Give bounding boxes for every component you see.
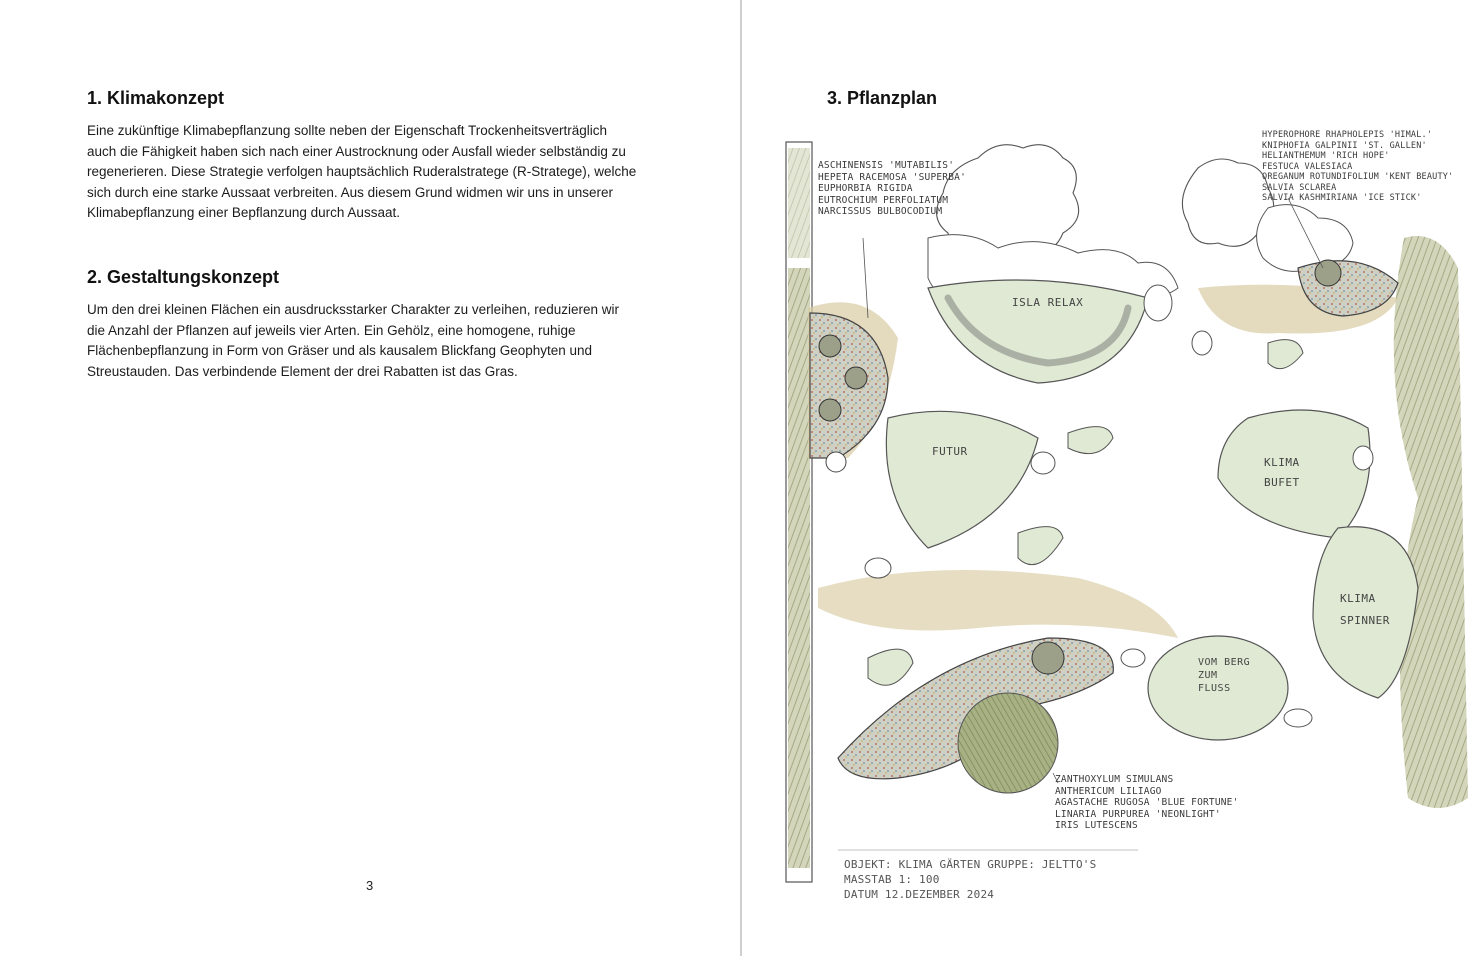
plant-list-top-left [818,160,966,218]
stepping-lawn [1068,427,1113,454]
bed-label-futur: FUTUR [932,445,968,458]
plant-name: EUPHORBIA RIGIDA [818,183,913,194]
plant-name: FESTUCA VALESIACA [1262,161,1353,172]
text-line: auch die Fähigkeit haben sich nach einer Austrocknung oder Ausfall wieder selbständig zu [87,143,626,159]
title-block-line: DATUM 12.DEZEMBER 2024 [844,888,995,901]
page-number: 3 [366,878,374,893]
klimakonzept-text [87,121,653,224]
section-title-pflanzplan: 3. Pflanzplan [827,88,938,108]
shrub-symbol [819,399,841,421]
boulder [1144,285,1172,321]
plant-name: HEPETA RACEMOSA 'SUPERBA' [818,171,966,183]
bed-label-klima-spinner [1340,588,1390,632]
text-line: Klimabepflanzung einer Bepflanzung durch Aussaat. [87,205,400,221]
plant-name: ANTHERICUM LILIAGO [1055,785,1162,797]
stepping-lawn [1268,340,1303,369]
gestaltungskonzept-text [87,300,653,382]
plant-name: SALVIA SCLAREA [1262,182,1337,193]
left-hedge-hatch [788,268,810,868]
bed-label-line: BUFET [1264,476,1300,489]
plant-list-top-right [1262,130,1453,204]
text-line: regenerieren. Diese Strategie verfolgen hauptsächlich Ruderalstratege (R-Stratege), welche [87,164,637,180]
boulder [1031,452,1055,474]
bed-label-line: KLIMA [1264,456,1300,469]
shrub-symbol [1315,260,1341,286]
plant-name: ZANTHOXYLUM SIMULANS [1055,774,1174,785]
bed-label-line: SPINNER [1340,614,1390,627]
boulder [1353,446,1373,470]
stepping-lawn [1018,527,1063,565]
plant-name: IRIS LUTESCENS [1055,820,1138,831]
shrub-symbol [819,335,841,357]
text-line: Flächenbepflanzung in Form von Gräser und als kausalem Blickfang Geophyten und [87,343,593,359]
bed-label-vom-berg [1198,656,1250,695]
bed-label-isla-relax: ISLA RELAX [1012,296,1084,309]
bed-label-line: KLIMA [1340,592,1376,605]
plant-name: HELIANTHEMUM 'RICH HOPE' [1262,151,1390,161]
shrub-symbol [1032,642,1064,674]
text-line: die Anzahl der Pflanzen auf jeweils vier Arten. Ein Gehölz, eine homogene, ruhige [87,322,576,338]
plant-name: OREGANUM ROTUNDIFOLIUM 'KENT BEAUTY' [1262,172,1454,182]
plant-name: HYPEROPHORE RHAPHOLEPIS 'HIMAL.' [1262,130,1433,140]
text-line: Um den drei kleinen Flächen ein ausdrucksstarker Charakter zu verleihen, reduzieren wir [87,302,619,317]
stepping-lawn [868,649,913,685]
bed-label-line: FLUSS [1198,683,1231,694]
bed-label-line: ZUM [1198,670,1218,681]
plant-name: ASCHINENSIS 'MUTABILIS' [818,160,955,171]
right-hedge [1394,236,1468,808]
plant-name: KNIPHOFIA GALPINII 'ST. GALLEN' [1262,140,1427,151]
plant-name: SALVIA KASHMIRIANA 'ICE STICK' [1262,193,1422,203]
title-block-line: OBJEKT: KLIMA GÄRTEN GRUPPE: JELTTO'S [844,858,1097,871]
plan-title-block [844,857,1096,902]
plant-name: AGASTACHE RUGOSA 'BLUE FORTUNE' [1055,797,1239,808]
text-line: Streustauden. Das verbindende Element der drei Rabatten ist das Gras. [87,363,518,379]
boulder [865,558,891,578]
bed-label-line: VOM BERG [1198,657,1251,668]
title-block-line: MASSTAB 1: 100 [844,873,940,886]
boulder [826,452,846,472]
plant-name: LINARIA PURPUREA 'NEONLIGHT' [1055,808,1221,820]
boulder [1121,649,1145,667]
bed-label-klima-buffet [1264,453,1300,493]
lawn-bed-futur [886,411,1038,548]
text-line: sich durch eine starke Aussaat verbreiten. Aus diesem Grund widmen wir uns in unserer [87,184,614,200]
boulder [1192,331,1212,355]
boulder [1284,709,1312,727]
plant-list-bottom [1055,774,1239,832]
shrub-symbol [845,367,867,389]
section-title-klimakonzept: 1. Klimakonzept [87,88,225,108]
plant-name: EUTROCHIUM PERFOLIATUM [818,194,949,206]
section-title-gestaltungskonzept: 2. Gestaltungskonzept [87,267,280,287]
plant-name: NARCISSUS BULBOCODIUM [818,206,943,217]
text-line: Eine zukünftige Klimabepflanzung sollte neben der Eigenschaft Trockenheitsverträglich [87,123,608,138]
grass-planting-circle [958,693,1058,793]
